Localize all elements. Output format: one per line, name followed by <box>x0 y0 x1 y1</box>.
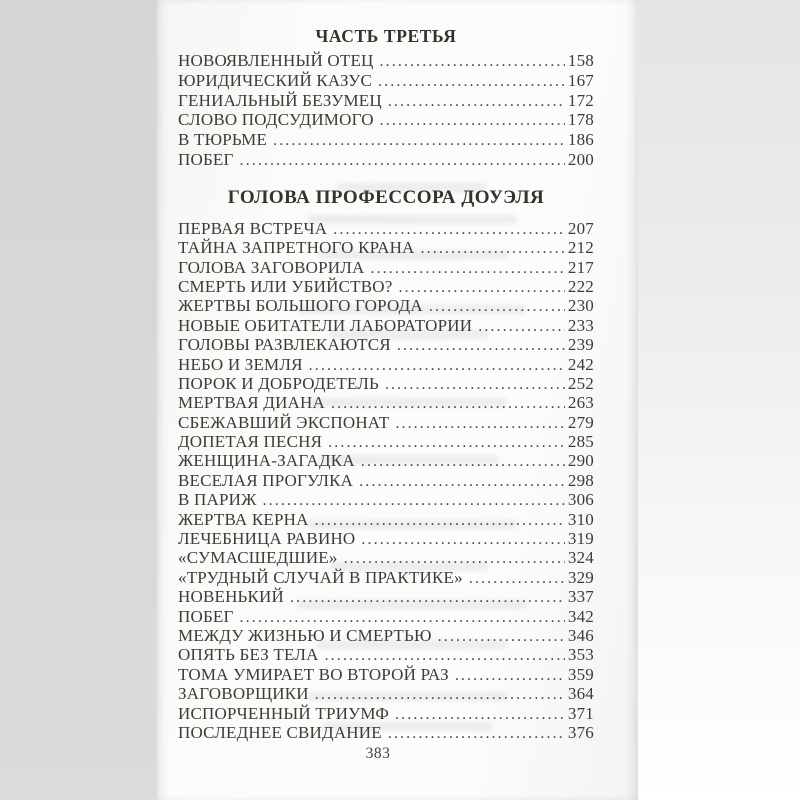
toc-entry-title: ТОМА УМИРАЕТ ВО ВТОРОЙ РАЗ <box>178 664 449 684</box>
toc-entry-page-number: 298 <box>567 470 594 490</box>
part-heading: ЧАСТЬ ТРЕТЬЯ <box>315 26 457 46</box>
toc-entry <box>178 432 594 451</box>
toc-entry <box>178 529 594 548</box>
toc-entry-page-number: 329 <box>567 567 594 587</box>
dot-leader <box>361 529 564 549</box>
book-page <box>157 0 638 800</box>
dot-leader <box>370 258 564 278</box>
dot-leader <box>380 51 565 71</box>
toc-entry-title: СЛОВО ПОДСУДИМОГО <box>178 110 374 130</box>
toc-entry-page-number: 346 <box>567 625 594 645</box>
toc-entry-title: ПОСЛЕДНЕЕ СВИДАНИЕ <box>178 722 382 742</box>
toc-entry-page-number: 186 <box>567 130 594 150</box>
dot-leader <box>438 626 565 646</box>
dot-leader <box>240 150 565 170</box>
toc-entry-title: ИСПОРЧЕННЫЙ ТРИУМФ <box>178 703 390 723</box>
dot-leader <box>361 451 565 471</box>
toc-entry-title: ПОРОК И ДОБРОДЕТЕЛЬ <box>178 373 379 393</box>
toc-entry-title: ВЕСЕЛАЯ ПРОГУЛКА <box>178 470 354 490</box>
dot-leader <box>240 607 565 627</box>
dot-leader <box>469 568 565 588</box>
toc-entry-page-number: 310 <box>567 509 594 529</box>
toc-entry-page-number: 324 <box>567 548 594 568</box>
toc-entry-page-number: 172 <box>567 90 594 110</box>
toc-entry-title: МЕРТВАЯ ДИАНА <box>178 393 325 413</box>
toc-entry <box>178 684 594 703</box>
photo-background-right <box>638 0 800 800</box>
toc-entry <box>178 568 594 587</box>
toc-entry-title: СБЕЖАВШИЙ ЭКСПОНАТ <box>178 412 390 432</box>
toc-entry-title: НОВОЯВЛЕННЫЙ ОТЕЦ <box>178 51 374 70</box>
toc-entry <box>178 374 594 393</box>
dot-leader <box>315 510 565 530</box>
dot-leader <box>429 296 565 316</box>
toc-entry-page-number: 207 <box>567 218 594 238</box>
toc-entry-page-number: 263 <box>567 393 594 413</box>
toc-entry-page-number: 279 <box>567 412 594 432</box>
dot-leader <box>263 490 565 510</box>
photo-background-left <box>0 0 157 800</box>
toc-entry <box>178 471 594 490</box>
dot-leader <box>315 684 565 704</box>
toc-entry-page-number: 290 <box>567 451 594 471</box>
toc-entry <box>178 490 594 509</box>
toc-entry-title: ДОПЕТАЯ ПЕСНЯ <box>178 432 323 452</box>
dot-leader <box>388 723 565 743</box>
toc-entry <box>178 607 594 626</box>
toc-entry-page-number: 230 <box>567 296 594 316</box>
toc-entry-title: ЖЕРТВА КЕРНА <box>178 509 309 529</box>
toc-entry <box>178 393 594 412</box>
toc-entry-page-number: 364 <box>567 684 594 704</box>
toc-entry-title: «ТРУДНЫЙ СЛУЧАЙ В ПРАКТИКЕ» <box>178 567 463 587</box>
toc-entry <box>178 645 594 664</box>
toc-entry-title: СМЕРТЬ ИЛИ УБИЙСТВО? <box>178 276 393 296</box>
toc-entry <box>178 71 594 91</box>
dot-leader <box>328 432 565 452</box>
toc-entry-title: НОВЕНЬКИЙ <box>178 587 285 607</box>
dot-leader <box>378 71 565 91</box>
toc-entry-title: ТАЙНА ЗАПРЕТНОГО КРАНА <box>178 238 415 258</box>
toc-entry <box>178 316 594 335</box>
toc-entry <box>178 413 594 432</box>
toc-entry-title: ПОБЕГ <box>178 606 234 626</box>
dot-leader <box>331 393 565 413</box>
toc-entry-page-number: 342 <box>567 606 594 626</box>
dot-leader <box>309 355 565 375</box>
toc-entry-title: МЕЖДУ ЖИЗНЬЮ И СМЕРТЬЮ <box>178 625 432 645</box>
toc-entry <box>178 548 594 567</box>
toc-entry-title: ПЕРВАЯ ВСТРЕЧА <box>178 218 328 238</box>
dot-leader <box>385 374 565 394</box>
toc-entry-page-number: 319 <box>567 529 594 549</box>
toc-entry <box>178 296 594 315</box>
toc-entry-page-number: 376 <box>567 722 594 742</box>
toc-entry-page-number: 233 <box>567 315 594 335</box>
toc-entry <box>178 451 594 470</box>
toc-entry <box>178 238 594 257</box>
dot-leader <box>397 335 565 355</box>
dot-leader <box>380 110 565 130</box>
toc-entry <box>178 91 594 111</box>
toc-entry-page-number: 285 <box>567 432 594 452</box>
toc-entry-page-number: 222 <box>567 276 594 296</box>
toc-entry-page-number: 178 <box>567 110 594 130</box>
toc-entry-title: ГОЛОВА ЗАГОВОРИЛА <box>178 257 365 277</box>
toc-entry-page-number: 158 <box>567 51 594 70</box>
toc-entry-page-number: 359 <box>567 664 594 684</box>
toc-entry-title: В ПАРИЖ <box>178 490 257 510</box>
toc-entry-title: В ТЮРЬМЕ <box>178 130 268 150</box>
toc-entry-page-number: 337 <box>567 587 594 607</box>
toc-entry-title: НОВЫЕ ОБИТАТЕЛИ ЛАБОРАТОРИИ <box>178 315 473 335</box>
toc-entry <box>178 510 594 529</box>
toc-entry-title: НЕБО И ЗЕМЛЯ <box>178 354 303 374</box>
book-title-heading: ГОЛОВА ПРОФЕССОРА ДОУЭЛЯ <box>227 186 545 208</box>
dot-leader <box>478 316 565 336</box>
dot-leader <box>395 704 565 724</box>
toc-entry <box>178 587 594 606</box>
toc-entry <box>178 219 594 238</box>
toc-entry-title: ОПЯТЬ БЕЗ ТЕЛА <box>178 645 319 665</box>
dot-leader <box>290 587 565 607</box>
dot-leader <box>388 91 565 111</box>
dot-leader <box>395 413 565 433</box>
toc-entry <box>178 704 594 723</box>
toc-book-entries <box>178 219 594 743</box>
toc-entry-page-number: 242 <box>567 354 594 374</box>
dot-leader <box>455 665 565 685</box>
toc-entry <box>178 335 594 354</box>
toc-entry-title: ГЕНИАЛЬНЫЙ БЕЗУМЕЦ <box>178 90 382 110</box>
dot-leader <box>333 219 565 239</box>
toc-entry <box>178 150 594 170</box>
toc-entry <box>178 723 594 742</box>
toc-entry-page-number: 252 <box>567 373 594 393</box>
toc-entry-title: ЗАГОВОРЩИКИ <box>178 684 309 704</box>
toc-entry-title: ЛЕЧЕБНИЦА РАВИНО <box>178 529 356 549</box>
toc-entry-page-number: 353 <box>567 645 594 665</box>
toc-entry <box>178 258 594 277</box>
toc-part-entries <box>178 51 594 170</box>
toc-entry-page-number: 239 <box>567 335 594 355</box>
toc-entry-title: ЮРИДИЧЕСКИЙ КАЗУС <box>178 70 373 90</box>
toc-entry-page-number: 167 <box>567 70 594 90</box>
toc-entry-page-number: 371 <box>567 703 594 723</box>
dot-leader <box>344 548 565 568</box>
toc-entry-page-number: 217 <box>567 257 594 277</box>
toc-entry-title: ПОБЕГ <box>178 149 234 169</box>
dot-leader <box>359 471 565 491</box>
toc-entry-title: ЖЕРТВЫ БОЛЬШОГО ГОРОДА <box>178 296 423 316</box>
toc-entry <box>178 130 594 150</box>
toc-entry <box>178 626 594 645</box>
toc-entry <box>178 110 594 130</box>
toc-entry <box>178 51 594 71</box>
toc-entry-page-number: 200 <box>567 149 594 169</box>
toc-entry-title: ЖЕНЩИНА-ЗАГАДКА <box>178 451 355 471</box>
table-of-contents <box>178 0 594 763</box>
dot-leader <box>398 277 564 297</box>
toc-entry <box>178 277 594 296</box>
toc-entry-title: «СУМАСШЕДШИЕ» <box>178 548 338 568</box>
toc-entry-title: ГОЛОВЫ РАЗВЛЕКАЮТСЯ <box>178 335 391 355</box>
page-number-folio: 383 <box>365 745 391 763</box>
dot-leader <box>421 238 565 258</box>
toc-entry <box>178 355 594 374</box>
toc-entry <box>178 665 594 684</box>
dot-leader <box>325 645 565 665</box>
dot-leader <box>273 130 565 150</box>
toc-entry-page-number: 306 <box>567 490 594 510</box>
toc-entry-page-number: 212 <box>567 238 594 258</box>
